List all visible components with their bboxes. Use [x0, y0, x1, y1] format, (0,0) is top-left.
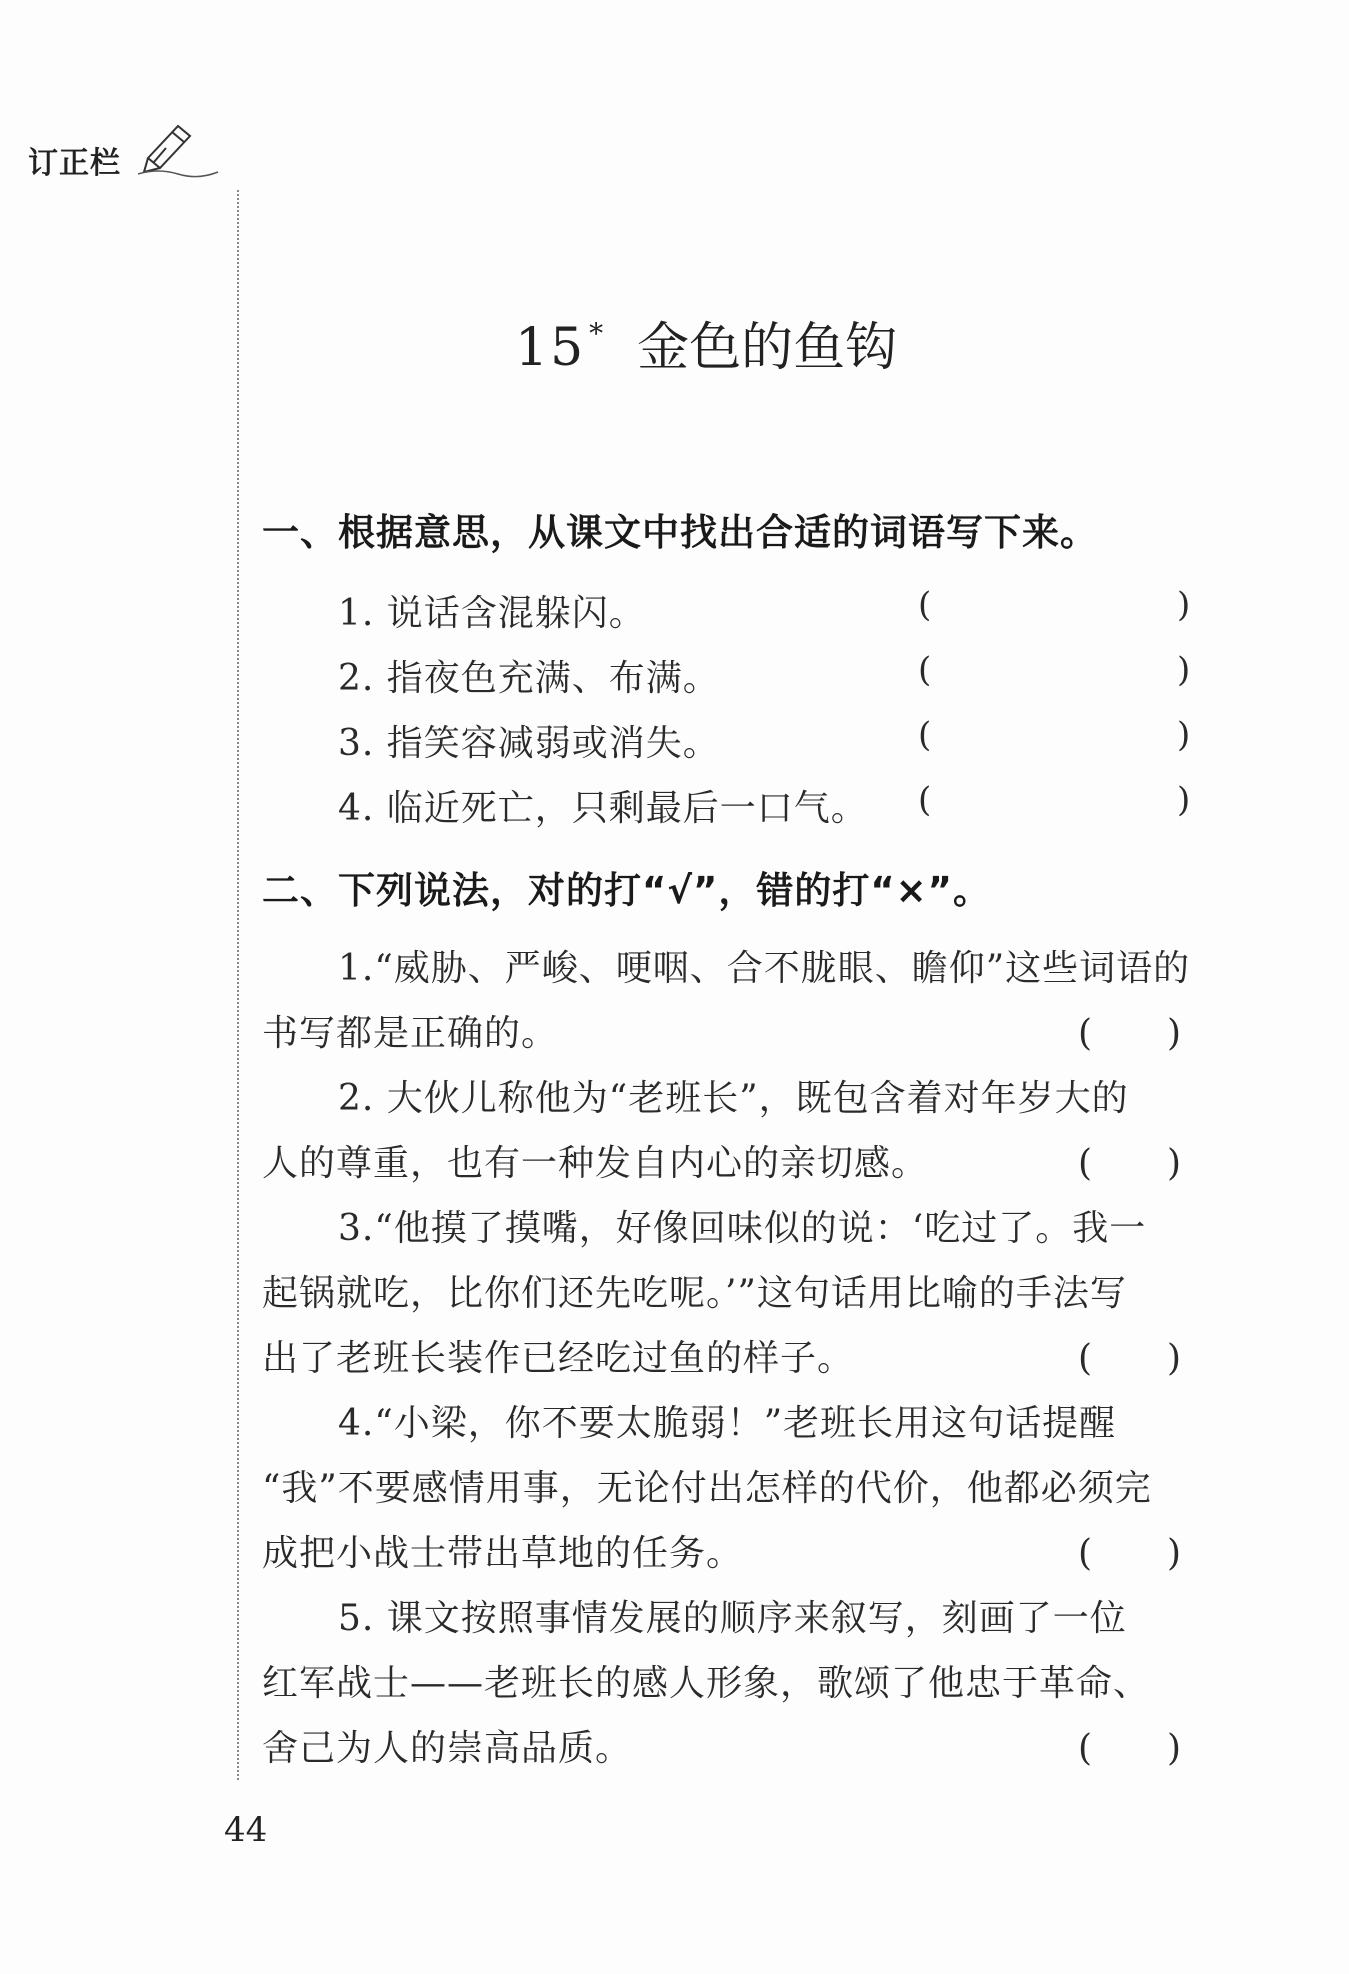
s2-judge-blank-3: ( ) [1078, 1338, 1183, 1379]
lesson-number: 15 [515, 318, 586, 378]
s2-judge-blank-5: ( ) [1078, 1728, 1183, 1769]
pencil-icon [138, 118, 228, 178]
section-2-heading: 二、下列说法，对的打“√”，错的打“×”。 [262, 869, 991, 912]
s1-answer-blank-1-open: ( [918, 585, 932, 625]
s2-item-5-line-2: 红军战士——老班长的感人形象，歌颂了他忠于革命、 [262, 1663, 1151, 1704]
section-1-heading: 一、根据意思，从课文中找出合适的词语写下来。 [262, 511, 1098, 554]
s2-item-3-line-2: 起锅就吃，比你们还先吃呢。’”这句话用比喻的手法写 [262, 1273, 1127, 1314]
s2-item-3-line-1: 3.“他摸了摸嘴，好像回味似的说：‘吃过了。我一 [338, 1208, 1147, 1249]
margin-divider [237, 190, 239, 1780]
s1-answer-blank-2-open: ( [918, 650, 932, 690]
s2-item-5-line-3: 舍己为人的崇高品质。 [262, 1728, 633, 1769]
lesson-title-text: 金色的鱼钩 [637, 318, 898, 378]
s1-answer-blank-3-close: ) [1177, 715, 1191, 755]
s1-item-2: 2. 指夜色充满、布满。 [338, 658, 720, 699]
s2-item-4-line-2: “我”不要感情用事，无论付出怎样的代价，他都必须完 [262, 1468, 1152, 1509]
s2-item-1-line-2: 书写都是正确的。 [262, 1013, 559, 1054]
s2-item-4-line-1: 4.“小梁，你不要太脆弱！”老班长用这句话提醒 [338, 1403, 1117, 1444]
s1-item-1: 1. 说话含混躲闪。 [338, 593, 646, 634]
s1-item-4: 4. 临近死亡，只剩最后一口气。 [338, 788, 868, 829]
s2-item-2-line-2: 人的尊重，也有一种发自内心的亲切感。 [262, 1143, 929, 1184]
s2-item-3-line-3: 出了老班长装作已经吃过鱼的样子。 [262, 1338, 855, 1379]
s1-answer-blank-4-close: ) [1177, 780, 1191, 820]
s2-judge-blank-4: ( ) [1078, 1533, 1183, 1574]
s1-answer-blank-1-close: ) [1177, 585, 1191, 625]
correction-column-label: 订正栏 [28, 146, 121, 181]
s2-item-4-line-3: 成把小战士带出草地的任务。 [262, 1533, 744, 1574]
lesson-star-mark: * [589, 317, 604, 350]
s2-judge-blank-2: ( ) [1078, 1143, 1183, 1184]
s1-answer-blank-4-open: ( [918, 780, 932, 820]
s2-judge-blank-1: ( ) [1078, 1013, 1183, 1054]
s1-item-3: 3. 指笑容减弱或消失。 [338, 723, 720, 764]
s2-item-2-line-1: 2. 大伙儿称他为“老班长”，既包含着对年岁大的 [338, 1078, 1129, 1119]
s2-item-1-line-1: 1.“威胁、严峻、哽咽、合不胧眼、瞻仰”这些词语的 [338, 948, 1191, 989]
lesson-title [515, 305, 897, 380]
page-number: 44 [224, 1810, 268, 1850]
s2-item-5-line-1: 5. 课文按照事情发展的顺序来叙写，刻画了一位 [338, 1598, 1127, 1639]
s1-answer-blank-2-close: ) [1177, 650, 1191, 690]
s1-answer-blank-3-open: ( [918, 715, 932, 755]
